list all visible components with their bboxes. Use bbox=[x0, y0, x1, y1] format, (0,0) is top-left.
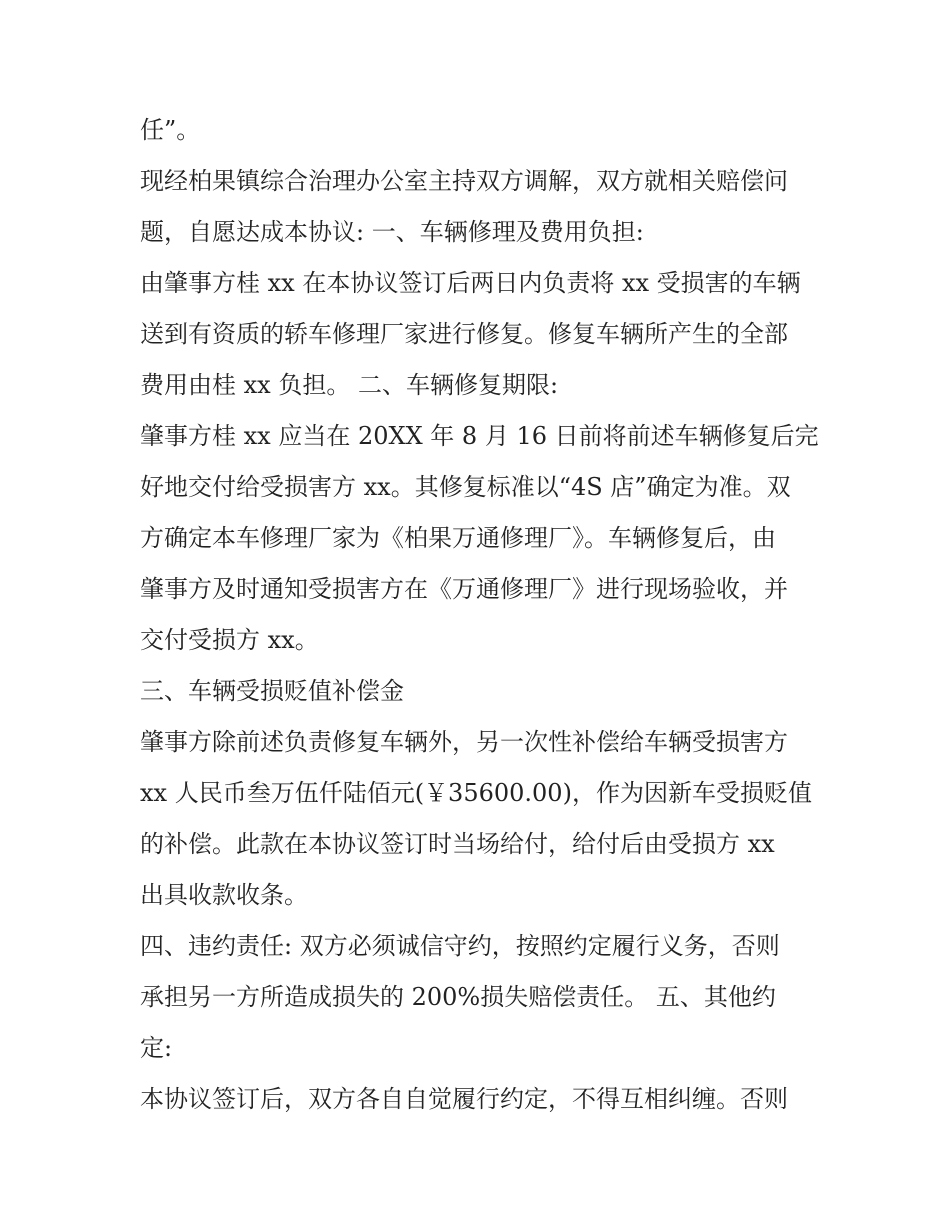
text-line-11: 交付受损方 xx。 bbox=[140, 626, 319, 654]
section-heading-compensation: 三、车辆受损贬值补偿金 bbox=[140, 677, 404, 705]
text-line-8: 好地交付给受损害方 xx。其修复标准以“4S 店”确定为准。双 bbox=[140, 473, 791, 501]
text-line-2: 现经柏果镇综合治理办公室主持双方调解，双方就相关赔偿问 bbox=[140, 167, 788, 195]
text-line-3: 题，自愿达成本协议: 一、车辆修理及费用负担: bbox=[140, 218, 644, 246]
text-line-15: 的补偿。此款在本协议签订时当场给付，给付后由受损方 xx bbox=[140, 830, 775, 858]
text-line-1: 任”。 bbox=[140, 116, 201, 144]
text-line-16: 出具收款收条。 bbox=[140, 881, 308, 909]
text-line-18: 承担另一方所造成损失的 200%损失赔偿责任。 五、其他约 bbox=[140, 983, 776, 1011]
text-line-20: 本协议签订后，双方各自自觉履行约定，不得互相纠缠。否则 bbox=[140, 1085, 788, 1113]
text-line-14: xx 人民币叁万伍仟陆佰元(￥35600.00)，作为因新车受损贬值 bbox=[140, 779, 812, 807]
text-line-10: 肇事方及时通知受损害方在《万通修理厂》进行现场验收，并 bbox=[140, 575, 788, 603]
text-line-7: 肇事方桂 xx 应当在 20XX 年 8 月 16 日前将前述车辆修复后完 bbox=[140, 422, 819, 450]
text-line-9: 方确定本车修理厂家为《柏果万通修理厂》。车辆修复后，由 bbox=[140, 524, 776, 552]
text-line-19: 定: bbox=[140, 1034, 173, 1062]
agreement-text bbox=[140, 105, 830, 1125]
text-line-6: 费用由桂 xx 负担。 二、车辆修复期限: bbox=[140, 371, 559, 399]
text-line-4: 由肇事方桂 xx 在本协议签订后两日内负责将 xx 受损害的车辆 bbox=[140, 269, 801, 297]
text-line-17: 四、违约责任: 双方必须诚信守约，按照约定履行义务，否则 bbox=[140, 932, 780, 960]
text-line-13: 肇事方除前述负责修复车辆外，另一次性补偿给车辆受损害方 bbox=[140, 728, 788, 756]
text-line-5: 送到有资质的轿车修理厂家进行修复。修复车辆所产生的全部 bbox=[140, 320, 788, 348]
